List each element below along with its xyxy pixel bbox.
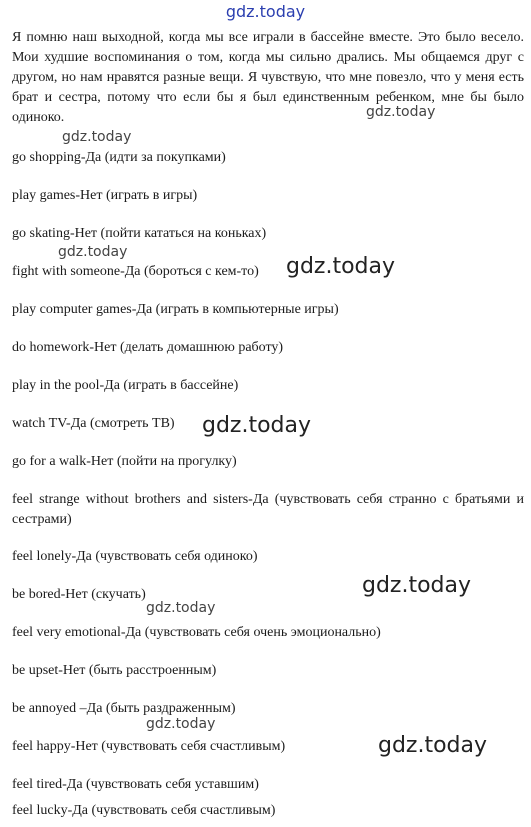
intro-paragraph: Я помню наш выходной, когда мы все играли в бассейне вместе. Это было весело. Мои худшие воспоминания о том, когда мы сильно дрались. Мы общаемся друг с другом, но нам нравятся разные вещи. Я чувствую, что мне повезло, что у меня есть брат и сестра, потому что если бы я был единственным ребенком, мне бы было одиноко. [12, 30, 524, 125]
list-item: play in the pool-Да (играть в бассейне) [12, 378, 239, 393]
watermark: gdz.today [366, 104, 436, 120]
list-item: feel very emotional-Да (чувствовать себя очень эмоционально) [12, 625, 381, 640]
list-item: feel happy-Нет (чувствовать себя счастливым) [12, 739, 286, 754]
watermark: gdz.today [146, 600, 216, 616]
watermark: gdz.today [202, 413, 312, 438]
list-item: go for a walk-Нет (пойти на прогулку) [12, 454, 237, 469]
list-item: go shopping-Да (идти за покупками) [12, 150, 226, 165]
list-item: be annoyed –Да (быть раздраженным) [12, 701, 236, 716]
list-item: feel lonely-Да (чувствовать себя одиноко) [12, 549, 258, 564]
list-item: play games-Нет (играть в игры) [12, 188, 198, 203]
list-item: be upset-Нет (быть расстроенным) [12, 663, 217, 678]
list-item: play computer games-Да (играть в компьютерные игры) [12, 302, 339, 317]
list-item: do homework-Нет (делать домашнюю работу) [12, 340, 284, 355]
list-item: feel strange without brothers and sisters-Да (чувствовать себя странно с братьями и сестрами) [12, 492, 524, 527]
watermark: gdz.today [62, 129, 132, 145]
list-item: feel lucky-Да (чувствовать себя счастливым) [12, 803, 276, 818]
list-item: fight with someone-Да (бороться с кем-то) [12, 264, 259, 279]
watermark: gdz.today [286, 254, 396, 279]
watermark-top: gdz.today [225, 2, 306, 21]
watermark: gdz.today [58, 244, 128, 260]
watermark: gdz.today [378, 733, 488, 758]
watermark: gdz.today [146, 716, 216, 732]
watermark: gdz.today [362, 573, 472, 598]
list-item: feel tired-Да (чувствовать себя уставшим) [12, 777, 259, 792]
list-item: be bored-Нет (скучать) [12, 587, 146, 602]
list-item: go skating-Нет (пойти кататься на коньках) [12, 226, 267, 241]
list-item: watch TV-Да (смотреть ТВ) [12, 416, 175, 431]
